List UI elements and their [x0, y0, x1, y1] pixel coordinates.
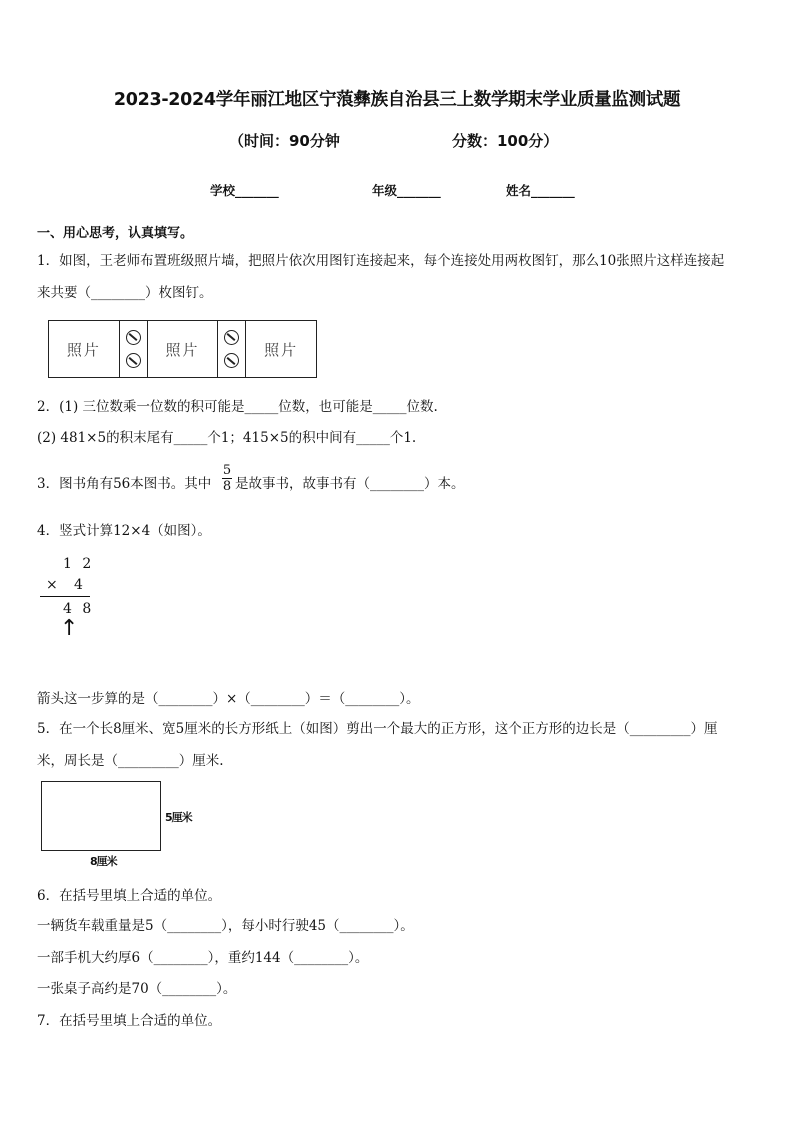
q6-heading: 6．在括号里填上合适的单位。 — [37, 888, 222, 904]
q4-answer-line: 箭头这一步算的是（________）×（________）＝（________）。 — [37, 691, 420, 707]
length-label: 8厘米 — [90, 855, 117, 868]
q5-text-line1: 5．在一个长8厘米、宽5厘米的长方形纸上（如图）剪出一个最大的正方形，这个正方形的边长是（_________）厘 — [37, 721, 718, 737]
up-arrow-icon: ↑ — [60, 616, 79, 641]
q6-line2: 一部手机大约厚6（________），重约144（________）。 — [37, 950, 369, 966]
fraction — [221, 463, 233, 494]
pushpin-icon — [224, 353, 239, 368]
page-title: 2023-2024学年丽江地区宁蒗彝族自治县三上数学期末学业质量监测试题 — [113, 90, 681, 110]
pushpin-icon — [224, 330, 239, 345]
q6-line3: 一张桌子高约是70（________）。 — [37, 981, 237, 997]
q4-text: 4．竖式计算12×4（如图）。 — [37, 523, 211, 539]
rectangle-figure — [41, 781, 161, 851]
q3-text-after: 是故事书，故事书有（________）本。 — [235, 476, 465, 492]
vertical-calc-result: 4 8 — [63, 601, 95, 617]
q7-heading: 7．在括号里填上合适的单位。 — [37, 1013, 222, 1029]
width-label: 5厘米 — [165, 811, 192, 824]
q3-text-before: 3．图书角有56本图书。其中 — [37, 476, 212, 492]
photo-label: 照片 — [264, 340, 299, 359]
school-field: 学校_______ — [210, 183, 279, 198]
exam-score: 分数：100分） — [452, 132, 559, 150]
q2-text-line1: 2．(1) 三位数乘一位数的积可能是_____位数，也可能是_____位数. — [37, 399, 438, 415]
pin-pair — [217, 321, 246, 377]
photo-label: 照片 — [66, 340, 101, 359]
photo-wall-figure — [48, 320, 317, 378]
vertical-calc-top: 1 2 — [63, 556, 95, 572]
q5-text-line2: 米，周长是（_________）厘米. — [37, 753, 224, 769]
q1-text-line2: 来共要（________）枚图钉。 — [37, 285, 213, 301]
fraction-numerator: 5 — [222, 463, 232, 478]
vertical-calc-multiplier: 4 — [74, 577, 86, 593]
pushpin-icon — [126, 330, 141, 345]
photo-label: 照片 — [165, 340, 200, 359]
section-heading: 一、用心思考，认真填写。 — [37, 226, 194, 241]
pushpin-icon — [126, 353, 141, 368]
vertical-calc-times: × — [46, 577, 61, 593]
fraction-denominator: 8 — [222, 479, 232, 494]
name-field: 姓名_______ — [506, 183, 575, 198]
grade-field: 年级_______ — [372, 183, 441, 198]
pin-pair — [119, 321, 148, 377]
q1-text-line1: 1．如图，王老师布置班级照片墙，把照片依次用图钉连接起来，每个连接处用两枚图钉，那么10张照片这样连接起 — [37, 253, 725, 269]
q6-line1: 一辆货车载重量是5（________），每小时行驶45（________）。 — [37, 918, 414, 934]
q2-text-line2: (2) 481×5的积末尾有_____个1；415×5的积中间有_____个1. — [37, 430, 417, 446]
exam-time: （时间：90分钟 — [229, 132, 340, 150]
calc-rule — [40, 596, 90, 597]
